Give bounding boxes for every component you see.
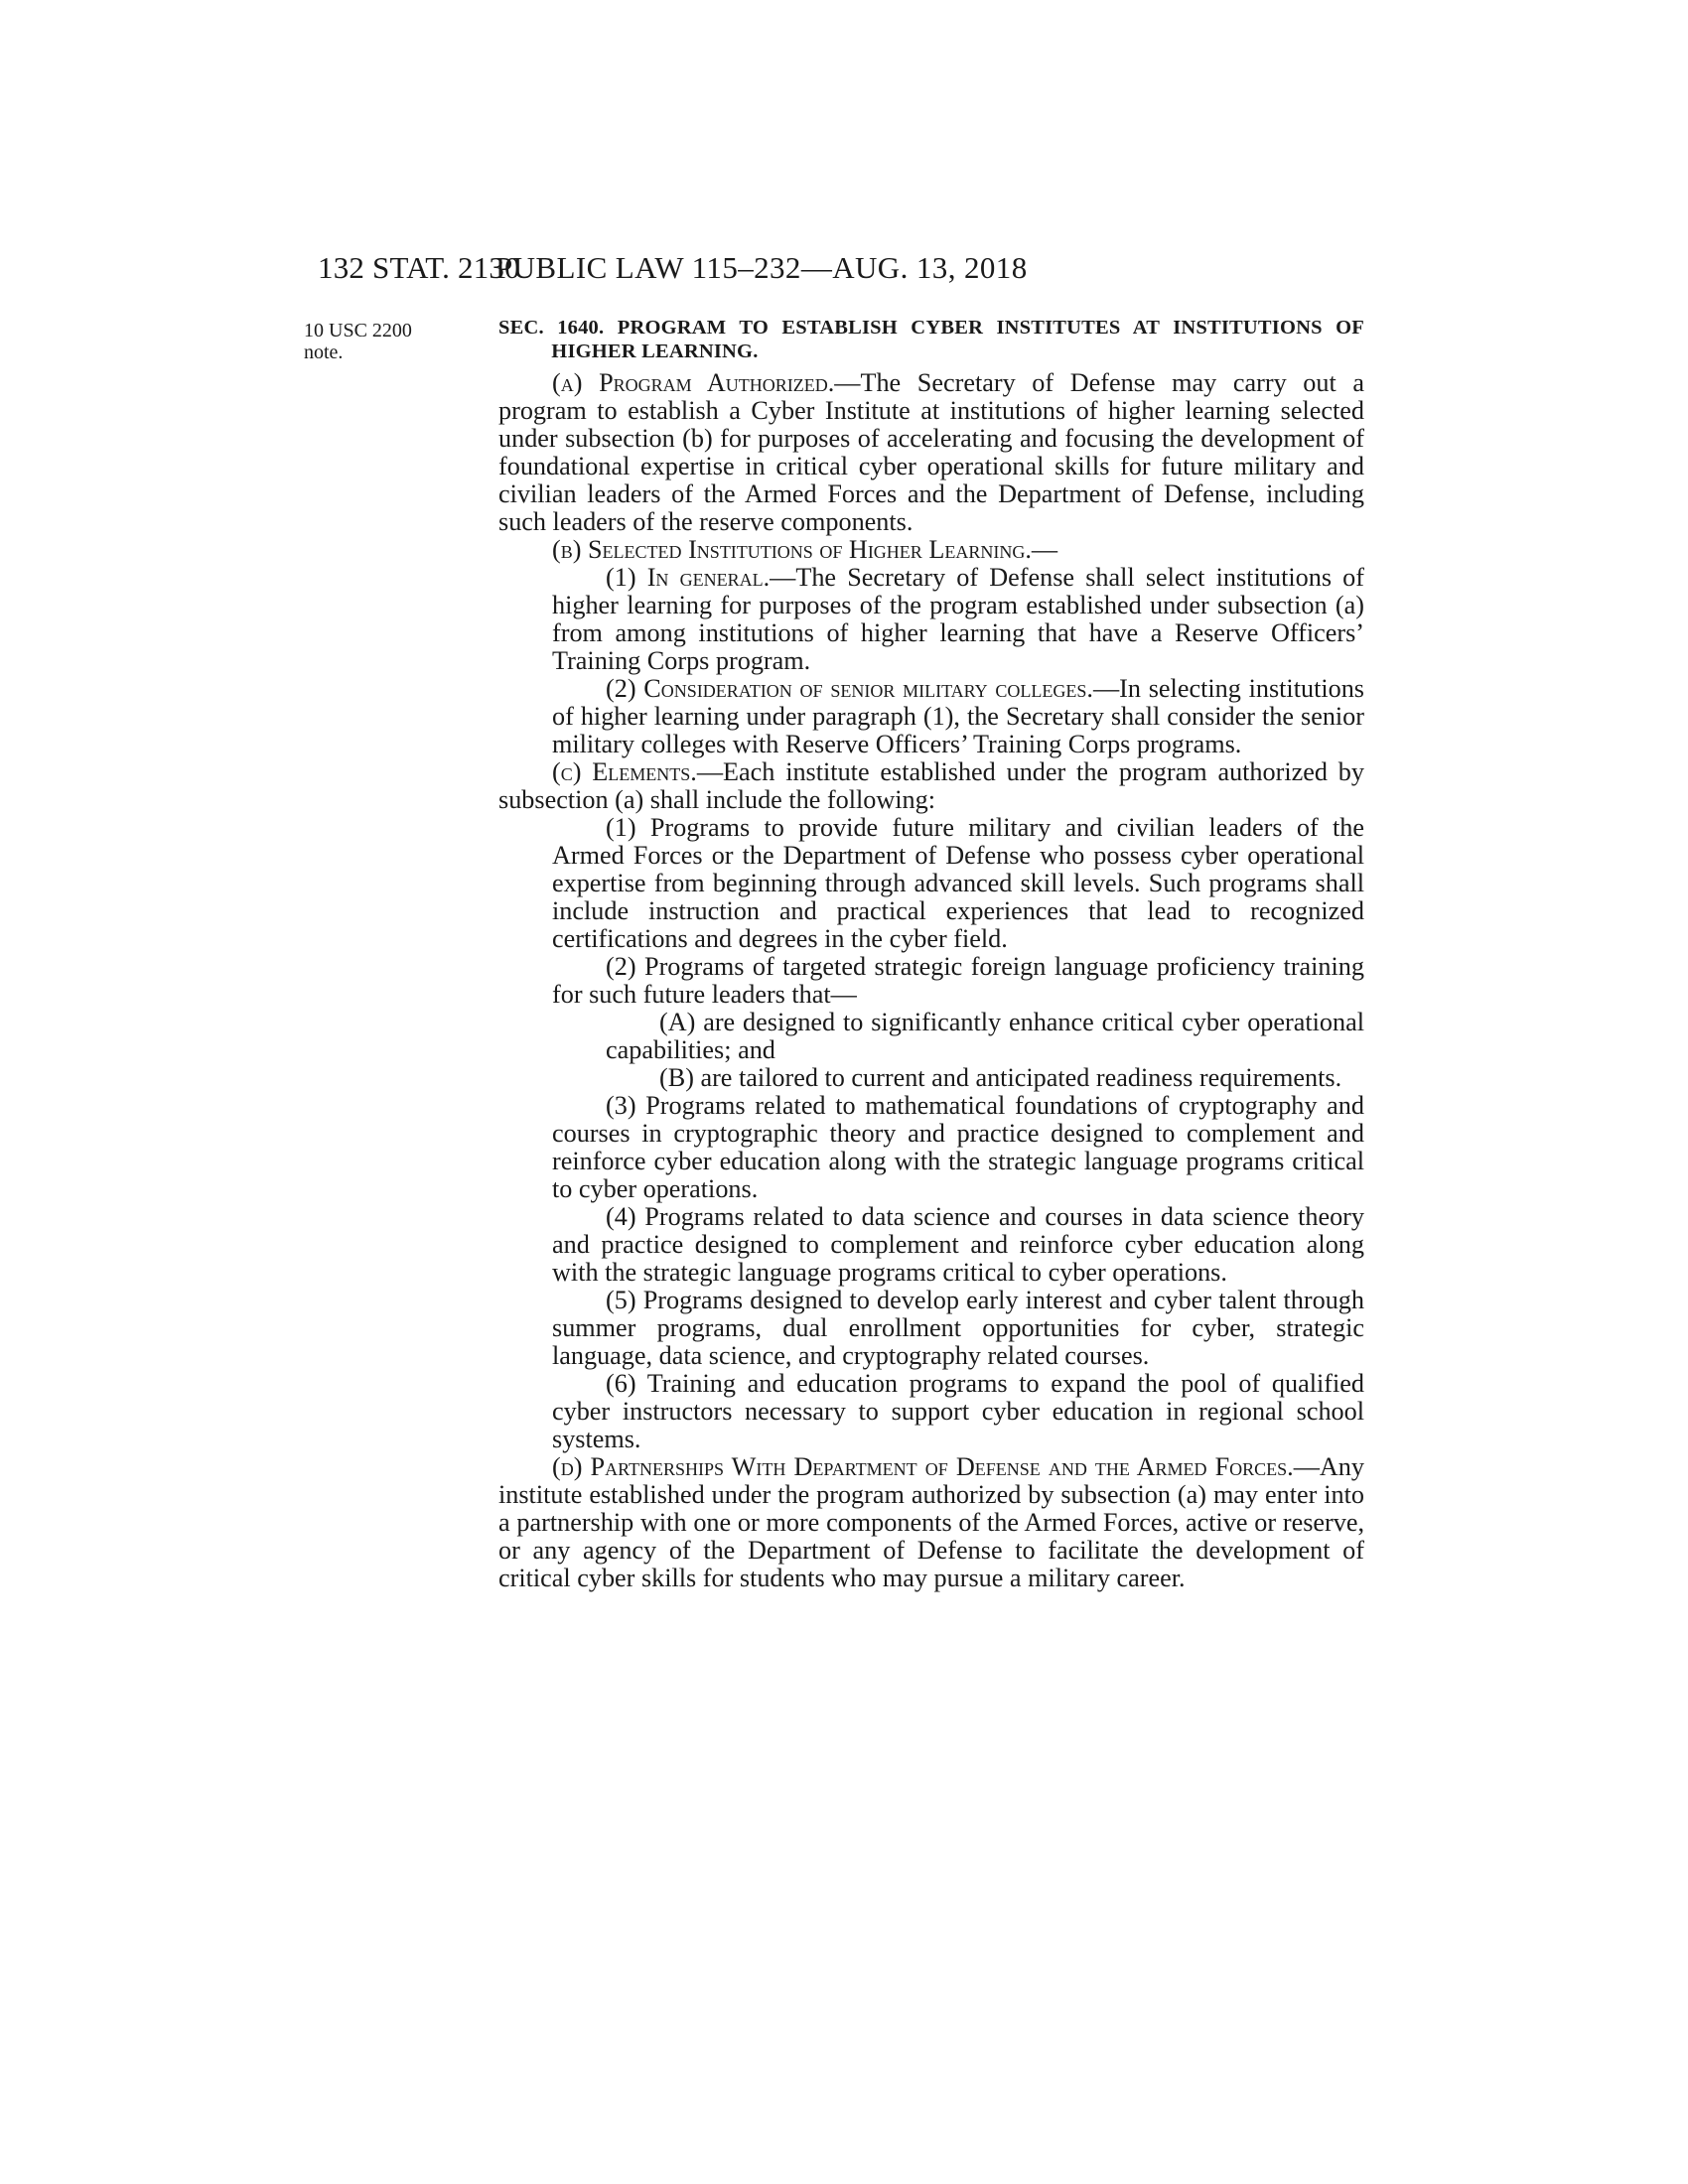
section-title: SEC. 1640. PROGRAM TO ESTABLISH CYBER INSTITUTES AT INSTITUTIONS OF HIGHER LEARNING. [498,317,1364,362]
subsection-a-heading: (a) Program Authorized.— [552,368,861,397]
page-header [318,250,1368,292]
paragraph-b1-heading: (1) In general.— [606,563,796,592]
subsection-b-heading: (b) Selected Institutions of Higher Learning.— [552,535,1058,564]
subsection-d-heading: (d) Partnerships With Department of Defense and the Armed Forces.— [552,1452,1320,1481]
section-body [498,316,1364,1592]
paragraph-b1-text: The Secretary of Defense shall select institutions of higher learning for purposes of the program established under subsection (a) from among institutions of higher learning that have a Reserve Officers’ Training Corps program. [552,563,1364,675]
paragraph-b2-heading: (2) Consideration of senior military colleges.— [606,674,1120,703]
paragraph-b1 [498,564,1364,675]
subsection-c [498,758,1364,814]
subsection-a-text: The Secretary of Defense may carry out a program to establish a Cyber Institute at institutions of higher learning selected under subsection (b) for purposes of accelerating and focusing the development of foundational expertise in critical cyber operational skills for future military and civilian leaders of the Armed Forces and the Department of Defense, including such leaders of the reserve components. [498,368,1365,536]
paragraph-b2-text: In selecting institutions of higher learning under paragraph (1), the Secretary shall consider the senior military colleges with Reserve Officers’ Training Corps programs. [552,674,1364,758]
subsection-d-text: Any institute established under the program authorized by subsection (a) may enter into a partnership with one or more components of the Armed Forces, active or reserve, or any agency of the Department of Defense to facilitate the development of critical cyber skills for students who may pursue a military career. [498,1452,1364,1592]
paragraph-c1: (1) Programs to provide future military and civilian leaders of the Armed Forces or the Department of Defense who possess cyber operational expertise from beginning through advanced skill levels. Such programs shall include instruction and practical experiences that lead to recognized certifications and degrees in the cyber field. [552,813,1364,953]
paragraph-c6: (6) Training and education programs to expand the pool of qualified cyber instructors necessary to support cyber education in regional school systems. [552,1369,1364,1453]
paragraph-c4: (4) Programs related to data science and courses in data science theory and practice designed to complement and reinforce cyber education along with the strategic language programs critical to cyber operations. [552,1202,1364,1287]
subparagraph-c2b: (B) are tailored to current and anticipated readiness requirements. [659,1063,1342,1092]
paragraph-c2: (2) Programs of targeted strategic foreign language proficiency training for such future leaders that— [552,952,1364,1009]
subparagraph-c2a: (A) are designed to significantly enhance critical cyber operational capabilities; and [606,1008,1364,1064]
margin-note-citation: 10 USC 2200 [304,320,412,341]
stat-page-number: 132 STAT. 2130 [318,250,520,285]
margin-note [304,320,443,363]
public-law-title: PUBLIC LAW 115–232—AUG. 13, 2018 [495,250,1028,285]
paragraph-b2 [498,675,1364,758]
subsection-c-heading: (c) Elements.— [552,757,724,786]
paragraph-c5: (5) Programs designed to develop early interest and cyber talent through summer programs, dual enrollment opportunities for cyber, strategic language, data science, and cryptography related courses. [552,1286,1364,1370]
subsection-a [498,369,1364,536]
margin-note-suffix: note. [304,341,344,363]
paragraph-c3: (3) Programs related to mathematical foundations of cryptography and courses in cryptographic theory and practice designed to complement and reinforce cyber education along with the strategic language programs critical to cyber operations. [552,1091,1364,1203]
subsection-d [498,1453,1364,1592]
subsection-c-text: Each institute established under the program authorized by subsection (a) shall include the following: [498,757,1364,814]
